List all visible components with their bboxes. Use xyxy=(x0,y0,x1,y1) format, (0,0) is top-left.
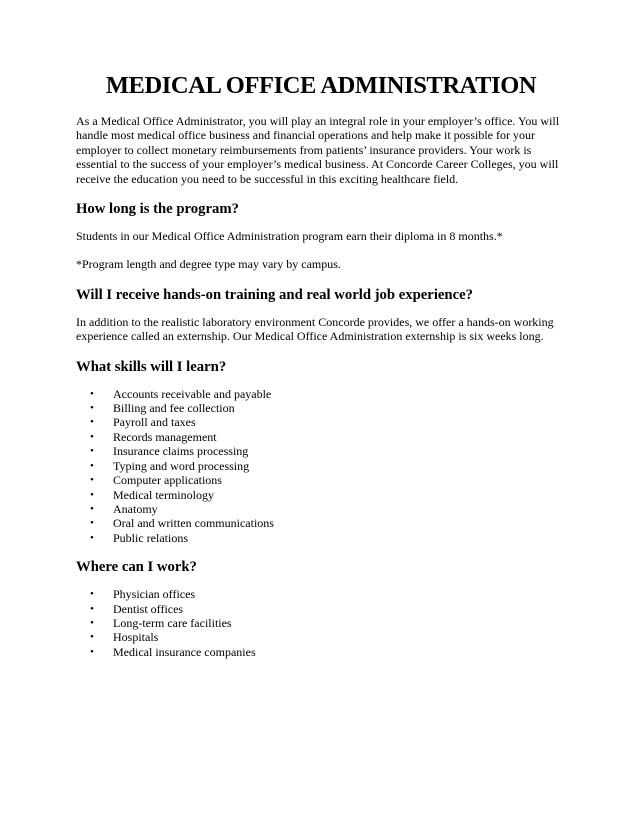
program-length-footnote: *Program length and degree type may vary by campus. xyxy=(76,257,341,272)
list-item xyxy=(76,444,566,458)
list-item xyxy=(76,630,566,644)
list-item-text: Oral and written communications xyxy=(113,516,274,531)
intro-paragraph: As a Medical Office Administrator, you will play an integral role in your employer’s office. You will handle most medical office business and financial operations and help make it possible for your employer to collect monetary reimbursements from patients’ insurance providers. Your work is essential to the success of your employer’s medical business. At Concorde Career Colleges, you will receive the education you need to be successful in this exciting healthcare field. xyxy=(76,114,560,186)
skills-list xyxy=(76,387,566,545)
list-item-text: Insurance claims processing xyxy=(113,444,249,459)
list-item-text: Records management xyxy=(113,429,217,444)
section-heading-workplaces: Where can I work? xyxy=(76,559,197,576)
bullet-icon: • xyxy=(90,387,94,400)
bullet-icon: • xyxy=(90,602,94,615)
list-item xyxy=(76,502,566,516)
list-item-text: Billing and fee collection xyxy=(113,401,235,416)
bullet-icon: • xyxy=(90,474,94,487)
training-paragraph: In addition to the realistic laboratory environment Concorde provides, we offer a hands-on working experience called an externship. Our Medical Office Administration externship is six weeks long. xyxy=(76,314,554,344)
list-item xyxy=(76,430,566,444)
list-item xyxy=(76,415,566,429)
list-item-text: Typing and word processing xyxy=(113,458,250,473)
list-item xyxy=(76,645,566,659)
list-item xyxy=(76,602,566,616)
bullet-icon: • xyxy=(90,430,94,443)
bullet-icon: • xyxy=(90,616,94,629)
list-item-text: Hospitals xyxy=(113,630,159,645)
list-item-text: Physician offices xyxy=(113,587,196,602)
list-item-text: Medical terminology xyxy=(113,487,214,502)
list-item xyxy=(76,587,566,601)
list-item-text: Long-term care facilities xyxy=(113,615,232,630)
bullet-icon: • xyxy=(90,502,94,515)
list-item-text: Accounts receivable and payable xyxy=(113,386,272,401)
bullet-icon: • xyxy=(90,445,94,458)
section-heading-skills: What skills will I learn? xyxy=(76,358,227,375)
bullet-icon: • xyxy=(90,645,94,658)
list-item-text: Anatomy xyxy=(113,501,158,516)
bullet-icon: • xyxy=(90,631,94,644)
program-length-paragraph: Students in our Medical Office Administration program earn their diploma in 8 months.* xyxy=(76,229,503,244)
list-item xyxy=(76,401,566,415)
list-item-text: Computer applications xyxy=(113,473,222,488)
list-item-text: Payroll and taxes xyxy=(113,415,196,430)
list-item-text: Medical insurance companies xyxy=(113,644,256,659)
list-item xyxy=(76,616,566,630)
list-item-text: Dentist offices xyxy=(113,601,184,616)
bullet-icon: • xyxy=(90,459,94,472)
section-heading-program-length: How long is the program? xyxy=(76,201,239,218)
bullet-icon: • xyxy=(90,416,94,429)
bullet-icon: • xyxy=(90,588,94,601)
bullet-icon: • xyxy=(90,531,94,544)
bullet-icon: • xyxy=(90,517,94,530)
list-item xyxy=(76,488,566,502)
workplaces-list xyxy=(76,587,566,659)
list-item xyxy=(76,531,566,545)
page-title: MEDICAL OFFICE ADMINISTRATION xyxy=(105,72,537,99)
bullet-icon: • xyxy=(90,488,94,501)
list-item xyxy=(76,387,566,401)
list-item-text: Public relations xyxy=(113,530,188,545)
section-heading-training: Will I receive hands-on training and real world job experience? xyxy=(76,286,473,303)
document-page xyxy=(76,70,566,672)
list-item xyxy=(76,516,566,530)
bullet-icon: • xyxy=(90,402,94,415)
list-item xyxy=(76,473,566,487)
list-item xyxy=(76,459,566,473)
